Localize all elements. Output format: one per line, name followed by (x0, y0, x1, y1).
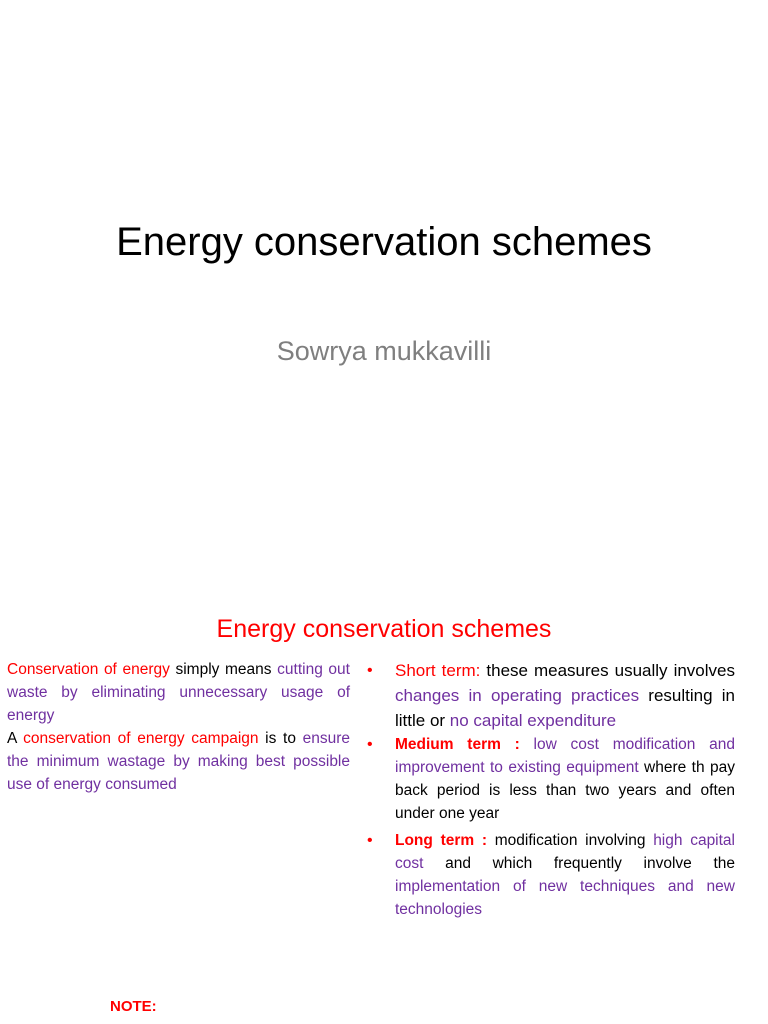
text-fragment: these measures usually involves (480, 661, 735, 680)
bullet-highlight: implementation of new techniques and new technologies (395, 878, 735, 918)
bullet-long-term (367, 829, 735, 921)
bullet-label: Medium term : (395, 736, 534, 753)
bullet-highlight: high capital cost (395, 832, 735, 872)
bullet-medium-term (367, 733, 735, 825)
bullet-highlight: no capital expenditure (449, 711, 617, 730)
bullet-label: Short term: (395, 661, 481, 680)
definition-text (7, 658, 350, 796)
definition-paragraph (7, 658, 350, 727)
bullet-short-term (367, 658, 735, 733)
slide-subtitle: Sowrya mukkavilli (276, 336, 492, 366)
text-fragment: where th pay back period is less than two years and often under one year (395, 759, 735, 822)
text-fragment: modification involving (494, 832, 654, 849)
bullet-highlight: low cost modification and improvement to existing equipment (395, 736, 735, 776)
term-campaign: conservation of energy campaign (23, 730, 259, 747)
bullet-marker: • (367, 832, 373, 849)
bullet-marker: • (367, 662, 373, 679)
bullet-marker: • (367, 736, 373, 753)
scheme-bullet-list (367, 658, 735, 921)
slide-title: Energy conservation schemes (116, 220, 652, 264)
text-fragment: is to (258, 730, 303, 747)
campaign-paragraph (7, 727, 350, 796)
note-label: NOTE: (110, 998, 157, 1015)
text-fragment: A (7, 730, 24, 747)
term-conservation-of-energy: Conservation of energy (7, 661, 170, 678)
bullet-label: Long term : (395, 832, 495, 849)
definition-highlight: cutting out waste by eliminating unnecessary usage of energy (7, 661, 350, 724)
campaign-highlight: ensure the minimum wastage by making best possible use of energy consumed (7, 730, 350, 793)
text-fragment: resulting in little or (395, 686, 735, 730)
bullet-highlight: changes in operating practices (395, 686, 640, 705)
text-fragment: and which frequently involve the (423, 855, 735, 872)
text-fragment: simply means (169, 661, 278, 678)
content-slide (0, 590, 768, 1024)
slide-title: Energy conservation schemes (216, 615, 552, 643)
